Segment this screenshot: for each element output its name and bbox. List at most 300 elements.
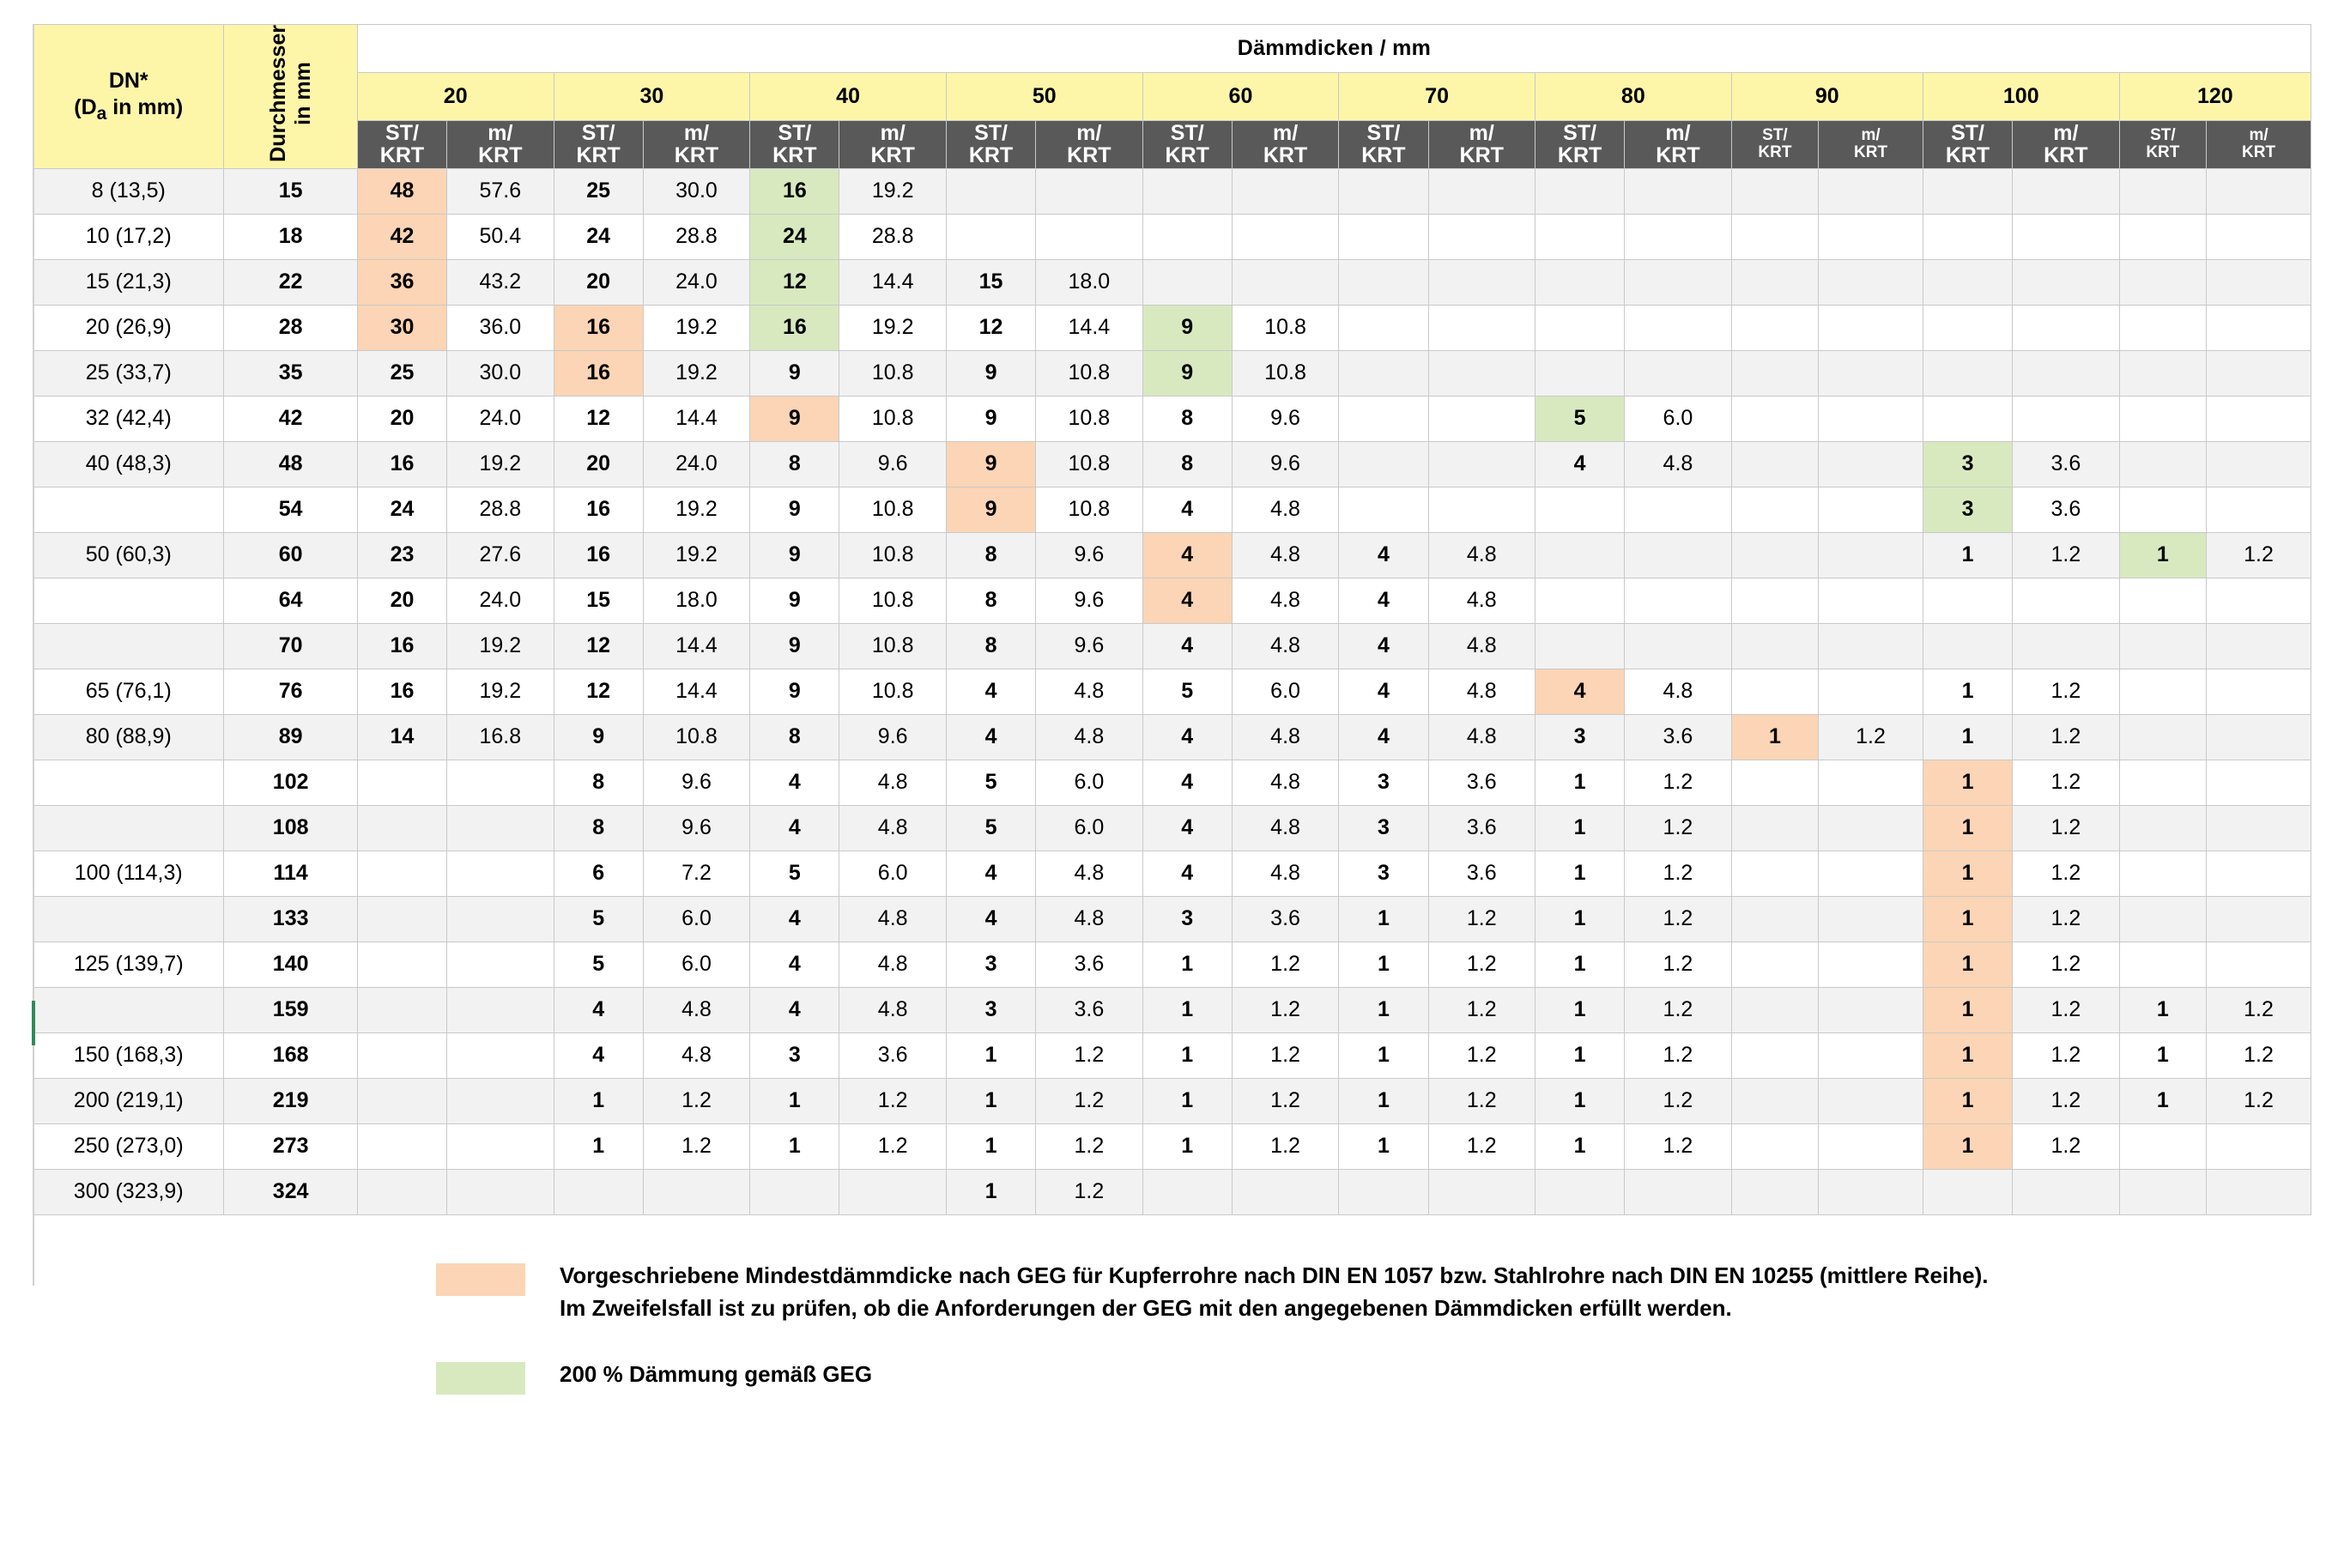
subhead-mk-line2: KRT [2242,143,2276,162]
cell-st-krt-60: 8 [1142,441,1232,487]
cell-st-krt-60: 1 [1142,1032,1232,1078]
cell-m-krt-80: 1.2 [1625,1078,1731,1123]
cell-m-krt-100 [2013,623,2119,669]
cell-st-krt-20 [357,1078,446,1123]
cell-st-krt-40: 1 [750,1123,839,1169]
cell-st-krt-80: 4 [1535,669,1624,714]
cell-st-krt-70 [1339,168,1428,214]
table-row [33,669,2311,714]
cell-m-krt-80: 1.2 [1625,1123,1731,1169]
cell-m-krt-20 [447,896,554,941]
cell-st-krt-100 [1923,1169,2012,1214]
cell-m-krt-100: 1.2 [2013,896,2119,941]
header-row-subheads [33,120,2311,168]
subhead-st-line2: KRT [1165,143,1209,168]
subhead-st-line1: ST/ [778,120,812,145]
cell-st-krt-120: 1 [2119,1078,2207,1123]
cell-m-krt-90 [1819,669,1923,714]
cell-m-krt-20: 43.2 [447,259,554,305]
cell-m-krt-100: 1.2 [2013,1078,2119,1123]
cell-st-krt-50: 5 [946,805,1035,851]
cell-st-krt-60: 4 [1142,487,1232,532]
cell-st-krt-90 [1731,532,1819,578]
subhead-m-krt-100 [2013,120,2119,168]
cell-m-krt-20 [447,760,554,805]
cell-st-krt-70 [1339,487,1428,532]
subhead-st-krt-70 [1339,120,1428,168]
cell-st-krt-20: 16 [357,441,446,487]
cell-m-krt-120 [2207,259,2311,305]
legend-swatch-green [436,1362,525,1395]
cell-m-krt-50 [1036,168,1142,214]
cell-m-krt-80: 1.2 [1625,941,1731,987]
cell-m-krt-70 [1428,487,1535,532]
cell-m-krt-50: 10.8 [1036,350,1142,396]
cell-st-krt-70 [1339,396,1428,441]
cell-m-krt-90 [1819,259,1923,305]
cell-m-krt-20: 19.2 [447,441,554,487]
cell-st-krt-50: 5 [946,760,1035,805]
thickness-group-header-50: 50 [946,72,1142,120]
cell-st-krt-80 [1535,1169,1624,1214]
cell-st-krt-50: 1 [946,1169,1035,1214]
subhead-mk-line2: KRT [2044,143,2088,168]
cell-m-krt-80 [1625,305,1731,350]
cell-st-krt-80: 1 [1535,896,1624,941]
subhead-st-line1: ST/ [1951,120,1984,145]
cell-st-krt-30: 9 [554,714,643,760]
table-row [33,350,2311,396]
cell-st-krt-100: 1 [1923,896,2012,941]
cell-m-krt-90 [1819,441,1923,487]
cell-diameter: 114 [224,851,357,896]
cell-st-krt-100: 1 [1923,760,2012,805]
cell-m-krt-90 [1819,1078,1923,1123]
cell-st-krt-80 [1535,168,1624,214]
subhead-st-line1: ST/ [581,120,615,145]
cell-m-krt-50 [1036,214,1142,259]
cell-m-krt-60: 4.8 [1232,487,1338,532]
cell-m-krt-30: 19.2 [643,350,749,396]
cell-diameter: 324 [224,1169,357,1214]
cell-st-krt-80 [1535,623,1624,669]
cell-st-krt-70: 1 [1339,941,1428,987]
dn-header-line1: DN* [108,68,148,93]
cell-m-krt-40 [839,1169,946,1214]
cell-m-krt-90 [1819,896,1923,941]
cell-m-krt-80 [1625,623,1731,669]
cell-dn [33,805,224,851]
subhead-st-krt-90 [1731,120,1819,168]
cell-m-krt-80 [1625,214,1731,259]
subhead-st-krt-120 [2119,120,2207,168]
subhead-st-line1: ST/ [1170,120,1204,145]
subhead-mk-line1: m/ [880,120,906,145]
cell-st-krt-80: 1 [1535,760,1624,805]
cell-m-krt-30: 10.8 [643,714,749,760]
cell-m-krt-120: 1.2 [2207,1032,2311,1078]
cell-m-krt-20 [447,1078,554,1123]
cell-m-krt-80: 6.0 [1625,396,1731,441]
cell-m-krt-20: 28.8 [447,487,554,532]
cell-dn: 50 (60,3) [33,532,224,578]
cell-dn: 25 (33,7) [33,350,224,396]
cell-st-krt-80: 1 [1535,1123,1624,1169]
table-row [33,396,2311,441]
cell-diameter: 64 [224,578,357,623]
cell-m-krt-90 [1819,305,1923,350]
cell-m-krt-30 [643,1169,749,1214]
cell-st-krt-40: 4 [750,987,839,1032]
cell-st-krt-90 [1731,578,1819,623]
cell-m-krt-40: 9.6 [839,441,946,487]
cell-st-krt-70: 1 [1339,1078,1428,1123]
cell-st-krt-60 [1142,168,1232,214]
cell-st-krt-90 [1731,259,1819,305]
cell-m-krt-80 [1625,350,1731,396]
cell-st-krt-60: 1 [1142,941,1232,987]
cell-m-krt-40: 10.8 [839,623,946,669]
cell-m-krt-40: 10.8 [839,532,946,578]
cell-st-krt-70: 4 [1339,623,1428,669]
table-row [33,714,2311,760]
cell-st-krt-70 [1339,305,1428,350]
cell-m-krt-70: 3.6 [1428,760,1535,805]
cell-st-krt-100 [1923,623,2012,669]
cell-st-krt-90 [1731,851,1819,896]
cell-st-krt-20 [357,1169,446,1214]
cell-m-krt-60: 1.2 [1232,987,1338,1032]
cell-m-krt-20 [447,1169,554,1214]
cell-m-krt-120 [2207,168,2311,214]
cell-m-krt-70 [1428,396,1535,441]
cell-m-krt-50: 4.8 [1036,896,1142,941]
insulation-table [33,24,2311,1215]
cell-st-krt-40: 9 [750,532,839,578]
cell-st-krt-20: 20 [357,578,446,623]
cell-st-krt-100: 3 [1923,487,2012,532]
cell-st-krt-20: 14 [357,714,446,760]
cell-m-krt-70 [1428,350,1535,396]
cell-st-krt-80 [1535,487,1624,532]
cell-m-krt-20: 57.6 [447,168,554,214]
cell-m-krt-90: 1.2 [1819,714,1923,760]
cell-diameter: 22 [224,259,357,305]
legend [436,1260,2311,1395]
cell-st-krt-70 [1339,1169,1428,1214]
cell-m-krt-90 [1819,168,1923,214]
cell-m-krt-70: 3.6 [1428,851,1535,896]
cell-m-krt-50: 14.4 [1036,305,1142,350]
cell-diameter: 18 [224,214,357,259]
cell-m-krt-60: 1.2 [1232,941,1338,987]
cell-dn: 10 (17,2) [33,214,224,259]
cell-diameter: 76 [224,669,357,714]
cell-st-krt-50: 4 [946,851,1035,896]
cell-m-krt-50: 1.2 [1036,1169,1142,1214]
cell-m-krt-20: 30.0 [447,350,554,396]
cell-st-krt-80: 1 [1535,1032,1624,1078]
cell-st-krt-70: 4 [1339,578,1428,623]
cell-m-krt-60: 9.6 [1232,441,1338,487]
cell-st-krt-20 [357,760,446,805]
cell-m-krt-30: 6.0 [643,896,749,941]
cell-m-krt-80 [1625,487,1731,532]
subhead-mk-line2: KRT [1263,143,1308,168]
cell-st-krt-60 [1142,214,1232,259]
table-header [33,25,2311,169]
table-row [33,941,2311,987]
cell-dn: 20 (26,9) [33,305,224,350]
table-row [33,623,2311,669]
cell-m-krt-50: 18.0 [1036,259,1142,305]
cell-m-krt-80 [1625,578,1731,623]
cell-m-krt-120 [2207,214,2311,259]
cell-st-krt-60: 1 [1142,1078,1232,1123]
cell-st-krt-70: 1 [1339,1123,1428,1169]
cell-m-krt-120: 1.2 [2207,987,2311,1032]
cell-m-krt-90 [1819,941,1923,987]
cell-m-krt-30: 9.6 [643,805,749,851]
cell-st-krt-90 [1731,487,1819,532]
cell-st-krt-100: 1 [1923,532,2012,578]
subhead-mk-line1: m/ [1861,126,1881,145]
cell-m-krt-70: 1.2 [1428,987,1535,1032]
cell-diameter: 70 [224,623,357,669]
cell-m-krt-120 [2207,1123,2311,1169]
cell-m-krt-90 [1819,623,1923,669]
cell-st-krt-60: 3 [1142,896,1232,941]
cell-m-krt-30: 6.0 [643,941,749,987]
cell-m-krt-120 [2207,851,2311,896]
cell-m-krt-70: 4.8 [1428,532,1535,578]
cell-st-krt-50: 15 [946,259,1035,305]
cell-diameter: 15 [224,168,357,214]
cell-m-krt-30: 14.4 [643,396,749,441]
cell-m-krt-90 [1819,487,1923,532]
cell-m-krt-100: 1.2 [2013,714,2119,760]
cell-m-krt-100: 1.2 [2013,1032,2119,1078]
cell-st-krt-70 [1339,350,1428,396]
cell-m-krt-80 [1625,259,1731,305]
cell-st-krt-30: 16 [554,532,643,578]
table-row [33,441,2311,487]
cell-m-krt-90 [1819,396,1923,441]
cell-dn: 40 (48,3) [33,441,224,487]
cell-dn [33,760,224,805]
cell-st-krt-60: 5 [1142,669,1232,714]
cell-m-krt-90 [1819,805,1923,851]
cell-m-krt-40: 19.2 [839,168,946,214]
cell-st-krt-40: 9 [750,350,839,396]
cell-st-krt-20: 23 [357,532,446,578]
cell-st-krt-40: 8 [750,441,839,487]
thickness-group-header-120: 120 [2119,72,2311,120]
diameter-header-line2: in mm [290,62,315,125]
cell-st-krt-20: 25 [357,350,446,396]
cell-st-krt-120: 1 [2119,987,2207,1032]
cell-st-krt-40: 16 [750,305,839,350]
cell-m-krt-120 [2207,396,2311,441]
cell-st-krt-120 [2119,896,2207,941]
cell-st-krt-60: 1 [1142,1123,1232,1169]
cell-diameter: 168 [224,1032,357,1078]
cell-m-krt-60: 4.8 [1232,532,1338,578]
subhead-st-line2: KRT [1758,143,1792,162]
cell-m-krt-80: 1.2 [1625,896,1731,941]
cell-st-krt-70: 1 [1339,987,1428,1032]
cell-st-krt-60: 4 [1142,578,1232,623]
cell-diameter: 219 [224,1078,357,1123]
cell-m-krt-40: 19.2 [839,305,946,350]
cell-st-krt-30: 12 [554,669,643,714]
cell-st-krt-120 [2119,168,2207,214]
legend-orange-line1: Vorgeschriebene Mindestdämmdicke nach GEG für Kupferrohre nach DIN EN 1057 bzw. Stahlrohre nach DIN EN 10255 (mittlere Reihe). [560,1262,1989,1288]
cell-m-krt-100 [2013,350,2119,396]
cell-st-krt-30: 20 [554,259,643,305]
cell-m-krt-120 [2207,487,2311,532]
cell-m-krt-40: 3.6 [839,1032,946,1078]
cell-m-krt-70: 4.8 [1428,669,1535,714]
cell-m-krt-40: 10.8 [839,578,946,623]
green-row-marker [32,1001,35,1045]
cell-m-krt-100: 1.2 [2013,760,2119,805]
table-row [33,1078,2311,1123]
cell-m-krt-20 [447,805,554,851]
cell-st-krt-50: 12 [946,305,1035,350]
subhead-m-krt-50 [1036,120,1142,168]
cell-diameter: 102 [224,760,357,805]
cell-m-krt-40: 4.8 [839,987,946,1032]
thickness-group-header-70: 70 [1339,72,1535,120]
thickness-group-header-60: 60 [1142,72,1339,120]
cell-diameter: 48 [224,441,357,487]
cell-st-krt-50: 3 [946,941,1035,987]
cell-m-krt-20: 16.8 [447,714,554,760]
cell-st-krt-80: 1 [1535,941,1624,987]
cell-m-krt-100 [2013,305,2119,350]
cell-st-krt-60: 9 [1142,305,1232,350]
subhead-mk-line1: m/ [2053,120,2079,145]
cell-st-krt-50: 1 [946,1032,1035,1078]
cell-m-krt-20: 19.2 [447,623,554,669]
dn-header-cell [33,25,224,169]
cell-m-krt-70 [1428,441,1535,487]
cell-m-krt-60: 4.8 [1232,851,1338,896]
cell-st-krt-50: 9 [946,396,1035,441]
cell-m-krt-20: 50.4 [447,214,554,259]
cell-m-krt-20 [447,941,554,987]
cell-st-krt-40: 1 [750,1078,839,1123]
cell-m-krt-120 [2207,714,2311,760]
cell-m-krt-40: 10.8 [839,669,946,714]
cell-st-krt-90 [1731,805,1819,851]
cell-st-krt-40: 8 [750,714,839,760]
cell-m-krt-60 [1232,168,1338,214]
subhead-m-krt-30 [643,120,749,168]
cell-m-krt-50: 4.8 [1036,714,1142,760]
cell-st-krt-30: 24 [554,214,643,259]
cell-dn [33,578,224,623]
cell-dn: 32 (42,4) [33,396,224,441]
cell-st-krt-50: 4 [946,896,1035,941]
cell-m-krt-70: 1.2 [1428,1078,1535,1123]
cell-st-krt-30: 1 [554,1123,643,1169]
cell-m-krt-20: 36.0 [447,305,554,350]
cell-st-krt-50: 3 [946,987,1035,1032]
subhead-mk-line2: KRT [478,143,523,168]
subhead-st-krt-30 [554,120,643,168]
table-row [33,805,2311,851]
cell-st-krt-90 [1731,1169,1819,1214]
cell-st-krt-30: 20 [554,441,643,487]
cell-st-krt-50 [946,168,1035,214]
thickness-group-header-20: 20 [357,72,554,120]
cell-m-krt-120 [2207,896,2311,941]
cell-st-krt-40: 4 [750,760,839,805]
table-row [33,896,2311,941]
cell-m-krt-70 [1428,168,1535,214]
cell-st-krt-20 [357,941,446,987]
cell-m-krt-60: 4.8 [1232,714,1338,760]
cell-st-krt-100: 1 [1923,669,2012,714]
cell-st-krt-60: 1 [1142,987,1232,1032]
table-row [33,305,2311,350]
cell-m-krt-70 [1428,1169,1535,1214]
cell-st-krt-70: 4 [1339,669,1428,714]
cell-st-krt-20: 42 [357,214,446,259]
subhead-st-line2: KRT [379,143,425,168]
subhead-mk-line2: KRT [870,143,915,168]
table-row [33,760,2311,805]
cell-st-krt-20: 30 [357,305,446,350]
cell-m-krt-20: 27.6 [447,532,554,578]
table-row [33,532,2311,578]
cell-st-krt-80: 5 [1535,396,1624,441]
cell-m-krt-30: 1.2 [643,1078,749,1123]
cell-m-krt-30: 4.8 [643,1032,749,1078]
cell-m-krt-30: 7.2 [643,851,749,896]
cell-st-krt-60: 4 [1142,532,1232,578]
subhead-st-line2: KRT [2146,143,2180,162]
cell-m-krt-60: 1.2 [1232,1123,1338,1169]
cell-m-krt-120 [2207,623,2311,669]
subhead-st-krt-60 [1142,120,1232,168]
cell-st-krt-30: 1 [554,1078,643,1123]
cell-st-krt-90 [1731,214,1819,259]
cell-m-krt-20 [447,987,554,1032]
cell-m-krt-80 [1625,1169,1731,1214]
cell-st-krt-120 [2119,623,2207,669]
cell-m-krt-90 [1819,214,1923,259]
diameter-header-line1: Durchmesser [265,25,290,162]
cell-st-krt-30: 4 [554,987,643,1032]
cell-m-krt-50: 4.8 [1036,851,1142,896]
cell-st-krt-80 [1535,214,1624,259]
cell-st-krt-90 [1731,941,1819,987]
cell-st-krt-120 [2119,714,2207,760]
subhead-st-krt-40 [750,120,839,168]
legend-text-green [560,1359,872,1391]
table-title: Dämmdicken / mm [357,25,2311,73]
cell-st-krt-50: 4 [946,714,1035,760]
cell-diameter: 108 [224,805,357,851]
subhead-st-line2: KRT [1557,143,1602,168]
cell-st-krt-30: 4 [554,1032,643,1078]
cell-m-krt-30: 14.4 [643,669,749,714]
cell-st-krt-70: 3 [1339,851,1428,896]
cell-st-krt-120 [2119,441,2207,487]
